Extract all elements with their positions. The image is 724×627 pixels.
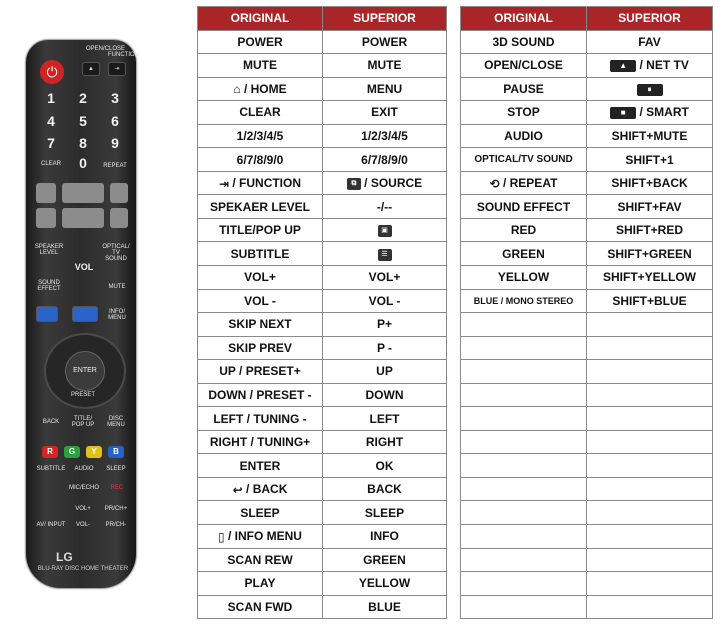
preset-bottom-label: PRESET: [70, 392, 95, 398]
cell-text: 6/7/8/9/0: [361, 152, 408, 167]
superior-cell: [323, 313, 447, 337]
cell-text: SLEEP: [364, 505, 405, 520]
key-7: 7: [47, 135, 55, 151]
cell-text: 6/7/8/9/0: [236, 152, 284, 167]
source-icon: ⧉: [347, 178, 361, 190]
function-label: FUNCTION: [108, 52, 139, 58]
table-row: [461, 101, 713, 125]
table-row: [198, 430, 447, 454]
cell-text: SHIFT+RED: [615, 223, 683, 238]
original-cell: [198, 525, 323, 549]
original-cell: [461, 30, 587, 54]
cell-text: PLAY: [244, 576, 276, 591]
enter-key: ENTER: [65, 351, 105, 391]
table-row: [461, 407, 713, 431]
superior-cell: [323, 148, 447, 172]
superior-cell: [323, 430, 447, 454]
cell-text: 1/2/3/4/5: [361, 129, 408, 143]
key-3: 3: [111, 90, 119, 106]
original-cell: [198, 242, 323, 266]
cell-text: STOP: [507, 105, 540, 120]
cell-text: 3D SOUND: [492, 34, 555, 49]
cell-text: DOWN: [365, 388, 404, 403]
subtitle-label: SUBTITLE: [36, 466, 66, 472]
cell-text: OK: [375, 458, 394, 473]
subtitle-icon: ☰: [378, 249, 392, 261]
superior-cell: [323, 360, 447, 384]
audio-label: AUDIO: [74, 466, 94, 472]
blue-key-wide: [72, 306, 98, 322]
cell-text: / BACK: [246, 481, 288, 496]
cell-text: BACK: [367, 482, 402, 497]
superior-cell: [323, 54, 447, 78]
superior-cell: [587, 54, 713, 78]
key-8: 8: [79, 135, 87, 151]
sound-effect-label: SOUND EFFECT: [37, 280, 61, 292]
superior-cell: [587, 407, 713, 431]
table-row: [198, 477, 447, 501]
cell-text: / SMART: [639, 105, 689, 120]
table-row: [198, 360, 447, 384]
original-cell: [461, 148, 587, 172]
cell-text: VOL -: [368, 293, 401, 308]
superior-cell: [587, 148, 713, 172]
eject-icon: ▲: [82, 62, 100, 76]
table-row: [198, 171, 447, 195]
original-cell: [198, 595, 323, 619]
cell-text: SOUND EFFECT: [476, 199, 571, 214]
cell-text: TITLE/POP UP: [219, 223, 301, 238]
original-cell: [198, 195, 323, 219]
cell-text: P+: [376, 317, 392, 332]
superior-cell: [587, 30, 713, 54]
cell-text: LEFT / TUNING -: [213, 411, 307, 426]
superior-cell: [323, 477, 447, 501]
table-row: [461, 336, 713, 360]
mic-echo-label: MIC/ECHO: [69, 485, 99, 491]
original-cell: [198, 477, 323, 501]
key-1: 1: [47, 90, 55, 106]
cell-text: SCAN REW: [227, 552, 293, 567]
cell-text: -/--: [376, 199, 393, 214]
superior-cell: [587, 218, 713, 242]
superior-cell: [587, 360, 713, 384]
superior-cell: [587, 454, 713, 478]
cell-text: POWER: [237, 34, 283, 49]
superior-cell: [323, 383, 447, 407]
original-cell: [461, 454, 587, 478]
cell-text: VOL+: [244, 270, 276, 285]
cell-text: MUTE: [367, 58, 402, 73]
key-9: 9: [111, 135, 119, 151]
lg-logo: LG: [56, 550, 73, 564]
superior-cell: [587, 572, 713, 596]
superior-cell: [587, 124, 713, 148]
table-row: [198, 195, 447, 219]
disc-menu-label: DISC MENU: [107, 416, 125, 428]
table-row: [461, 195, 713, 219]
superior-cell: [587, 313, 713, 337]
original-cell: [198, 218, 323, 242]
cell-text: MENU: [366, 81, 403, 96]
clear-label: CLEAR: [40, 161, 61, 167]
original-cell: [198, 360, 323, 384]
table-row: [198, 266, 447, 290]
mapping-table-left: [197, 6, 447, 619]
superior-cell: [587, 77, 713, 101]
cell-text: SHIFT+FAV: [617, 199, 682, 214]
key-2: 2: [79, 90, 87, 106]
cell-text: SCAN FWD: [227, 599, 293, 614]
original-cell: [461, 242, 587, 266]
cell-text: FAV: [638, 34, 661, 49]
original-cell: [198, 313, 323, 337]
header-original: ORIGINAL: [461, 7, 587, 31]
superior-cell: [587, 336, 713, 360]
table-row: [461, 454, 713, 478]
table-row: [461, 548, 713, 572]
original-cell: [461, 595, 587, 619]
superior-cell: [323, 30, 447, 54]
header-original: ORIGINAL: [198, 7, 323, 31]
stop-key: [36, 208, 56, 228]
original-cell: [461, 407, 587, 431]
superior-cell: [323, 407, 447, 431]
table-row: [461, 501, 713, 525]
cell-text: CLEAR: [239, 105, 281, 120]
table-row: [461, 124, 713, 148]
superior-cell: [587, 548, 713, 572]
table-row: [461, 77, 713, 101]
original-cell: [461, 548, 587, 572]
cell-text: LEFT: [369, 411, 400, 426]
cell-text: YELLOW: [497, 270, 550, 285]
cell-text: BLUE / MONO STEREO: [473, 295, 574, 306]
original-cell: [461, 430, 587, 454]
original-cell: [461, 218, 587, 242]
table-row: [198, 54, 447, 78]
original-cell: [461, 171, 587, 195]
original-cell: [198, 336, 323, 360]
table-row: [198, 407, 447, 431]
repeat-label: REPEAT: [103, 163, 127, 169]
original-cell: [461, 572, 587, 596]
superior-cell: [587, 477, 713, 501]
superior-cell: [587, 289, 713, 313]
table-row: [198, 501, 447, 525]
superior-cell: [587, 242, 713, 266]
superior-cell: [323, 454, 447, 478]
green-key: G: [64, 446, 80, 458]
table-row: [461, 430, 713, 454]
cell-text: 1/2/3/4/5: [236, 129, 284, 143]
superior-cell: [323, 548, 447, 572]
sleep-label: SLEEP: [106, 466, 126, 472]
table-row: [198, 336, 447, 360]
superior-cell: [587, 195, 713, 219]
cell-text: POWER: [361, 34, 408, 49]
yellow-key: Y: [86, 446, 102, 458]
table-row: [198, 454, 447, 478]
original-cell: [198, 266, 323, 290]
cell-text: MUTE: [243, 58, 277, 73]
table-row: [461, 218, 713, 242]
cell-text: SHIFT+1: [625, 152, 674, 167]
cell-text: BLUE: [368, 599, 401, 614]
back-arrow-icon: ↩: [232, 482, 243, 497]
cell-text: SPEKAER LEVEL: [209, 199, 311, 214]
stop-key-icon: ■: [610, 107, 636, 119]
superior-cell: [323, 242, 447, 266]
table-row: [461, 525, 713, 549]
key-0: 0: [79, 155, 87, 171]
cell-text: SUBTITLE: [230, 246, 290, 261]
av-input-label: AV/ INPUT: [36, 522, 66, 528]
cell-text: GREEN: [363, 552, 406, 567]
table-row: [198, 148, 447, 172]
original-cell: [461, 195, 587, 219]
cell-text: SHIFT+YELLOW: [603, 270, 696, 285]
cell-text: / NET TV: [639, 58, 689, 73]
superior-cell: [587, 383, 713, 407]
original-cell: [198, 548, 323, 572]
cell-text: UP: [376, 364, 393, 379]
superior-cell: [323, 572, 447, 596]
table-row: [198, 101, 447, 125]
original-cell: [461, 77, 587, 101]
pause-key-icon: ⏸: [637, 84, 663, 96]
superior-cell: [587, 595, 713, 619]
table-row: [198, 383, 447, 407]
function-input-icon: ⇥: [218, 176, 230, 191]
cell-text: P -: [376, 340, 393, 355]
speaker-level-label: SPEAKER LEVEL: [34, 244, 64, 256]
model-label: BLU-RAY DISC HOME THEATER: [37, 566, 129, 572]
table-row: [461, 313, 713, 337]
skip-key: [62, 183, 104, 203]
open-close-label: OPEN/CLOSE: [86, 46, 126, 52]
info-menu-label: INFO/ MENU: [108, 309, 126, 321]
superior-cell: [323, 266, 447, 290]
cell-text: / FUNCTION: [232, 175, 302, 190]
header-superior: SUPERIOR: [587, 7, 713, 31]
cell-text: YELLOW: [358, 576, 411, 591]
back-label: BACK: [42, 419, 60, 425]
cell-text: / HOME: [243, 81, 287, 96]
rec-label: REC: [110, 485, 124, 491]
original-cell: [198, 430, 323, 454]
pause-key: [110, 208, 128, 228]
cell-text: / REPEAT: [502, 175, 558, 190]
superior-cell: [323, 77, 447, 101]
key-4: 4: [47, 113, 55, 129]
original-cell: [461, 124, 587, 148]
table-row: [198, 548, 447, 572]
cell-text: DOWN / PRESET -: [208, 388, 312, 403]
superior-cell: [587, 266, 713, 290]
original-cell: [198, 407, 323, 431]
table-row: [461, 289, 713, 313]
original-cell: [198, 383, 323, 407]
table-row: [461, 360, 713, 384]
header-superior: SUPERIOR: [323, 7, 447, 31]
key-6: 6: [111, 113, 119, 129]
original-cell: [461, 54, 587, 78]
table-row: [198, 218, 447, 242]
cell-text: OPEN/CLOSE: [484, 58, 563, 73]
next-key: [110, 183, 128, 203]
superior-cell: [323, 525, 447, 549]
original-cell: [461, 477, 587, 501]
table-row: [461, 242, 713, 266]
cell-text: RIGHT / TUNING+: [209, 435, 311, 450]
vol-plus-label: VOL+: [75, 506, 91, 512]
original-cell: [198, 148, 323, 172]
blue-key: B: [108, 446, 124, 458]
superior-cell: [587, 501, 713, 525]
original-cell: [461, 383, 587, 407]
vol-label: VOL: [74, 262, 94, 272]
cell-text: GREEN: [502, 246, 545, 261]
table-row: [198, 242, 447, 266]
cell-text: SHIFT+BACK: [611, 176, 688, 191]
superior-cell: [323, 595, 447, 619]
document-icon: ▯: [218, 529, 225, 544]
cell-text: UP / PRESET+: [219, 364, 301, 379]
key-5: 5: [79, 113, 87, 129]
home-icon: ⌂: [233, 82, 241, 97]
cell-text: SHIFT+MUTE: [611, 129, 688, 143]
superior-cell: [587, 430, 713, 454]
table-row: [198, 289, 447, 313]
pr-ch-plus-label: PR/CH+: [104, 506, 128, 512]
superior-cell: [323, 101, 447, 125]
original-cell: [461, 360, 587, 384]
table-row: [198, 124, 447, 148]
table-row: [461, 477, 713, 501]
vol-minus-label: VOL-: [75, 522, 90, 528]
original-cell: [461, 501, 587, 525]
cell-text: INFO: [370, 529, 399, 544]
original-cell: [198, 54, 323, 78]
superior-cell: [323, 501, 447, 525]
table-row: [461, 171, 713, 195]
cell-text: VOL -: [244, 293, 276, 308]
table-row: [198, 525, 447, 549]
prev-key: [36, 183, 56, 203]
superior-cell: [587, 101, 713, 125]
mute-label: MUTE: [108, 284, 126, 290]
input-icon: ⇥: [108, 62, 126, 76]
original-cell: [198, 30, 323, 54]
table-row: [461, 54, 713, 78]
table-row: [461, 148, 713, 172]
original-cell: [198, 171, 323, 195]
table-row: [461, 266, 713, 290]
mapping-table-right: [460, 6, 713, 619]
original-cell: [461, 101, 587, 125]
superior-cell: [323, 218, 447, 242]
cell-text: PAUSE: [503, 81, 544, 96]
repeat-icon: ⟲: [489, 176, 500, 191]
cell-text: SLEEP: [240, 505, 280, 520]
cell-text: VOL+: [368, 270, 401, 285]
cell-text: SKIP PREV: [228, 340, 292, 355]
superior-cell: [323, 289, 447, 313]
table-row: [461, 30, 713, 54]
optical-label: OPTICAL/ TV SOUND: [102, 244, 130, 262]
cell-text: SKIP NEXT: [228, 317, 292, 332]
superior-cell: [323, 336, 447, 360]
superior-cell: [587, 171, 713, 195]
cell-text: SHIFT+GREEN: [607, 246, 692, 261]
red-key: R: [42, 446, 58, 458]
title-popup-icon: ▣: [378, 225, 392, 237]
original-cell: [198, 454, 323, 478]
table-row: [198, 313, 447, 337]
cell-text: ENTER: [239, 458, 281, 473]
superior-cell: [323, 195, 447, 219]
superior-cell: [323, 124, 447, 148]
cell-text: / SOURCE: [364, 176, 423, 191]
original-cell: [461, 336, 587, 360]
table-row: [198, 572, 447, 596]
original-cell: [198, 572, 323, 596]
play-key: [62, 208, 104, 228]
eject-key-icon: ▲: [610, 60, 636, 72]
table-row: [461, 595, 713, 619]
original-cell: [198, 501, 323, 525]
original-cell: [198, 289, 323, 313]
power-icon: ⏻: [40, 60, 64, 84]
cell-text: SHIFT+BLUE: [612, 293, 687, 308]
table-row: [198, 30, 447, 54]
original-cell: [198, 101, 323, 125]
title-popup-label: TITLE/ POP UP: [71, 416, 95, 428]
pr-ch-minus-label: PR/CH-: [105, 522, 127, 528]
table-row: [461, 572, 713, 596]
cell-text: AUDIO: [504, 129, 543, 143]
superior-cell: [323, 171, 447, 195]
superior-cell: [587, 525, 713, 549]
original-cell: [461, 266, 587, 290]
original-cell: [198, 124, 323, 148]
table-row: [198, 595, 447, 619]
cell-text: OPTICAL/TV SOUND: [474, 154, 573, 166]
table-row: [461, 383, 713, 407]
original-cell: [198, 77, 323, 101]
original-cell: [461, 313, 587, 337]
original-cell: [461, 525, 587, 549]
cell-text: / INFO MENU: [227, 528, 302, 543]
cell-text: EXIT: [371, 105, 398, 120]
cell-text: RED: [510, 223, 537, 238]
3d-sound-key: [36, 306, 58, 322]
cell-text: RIGHT: [365, 435, 404, 450]
table-row: [198, 77, 447, 101]
original-cell: [461, 289, 587, 313]
